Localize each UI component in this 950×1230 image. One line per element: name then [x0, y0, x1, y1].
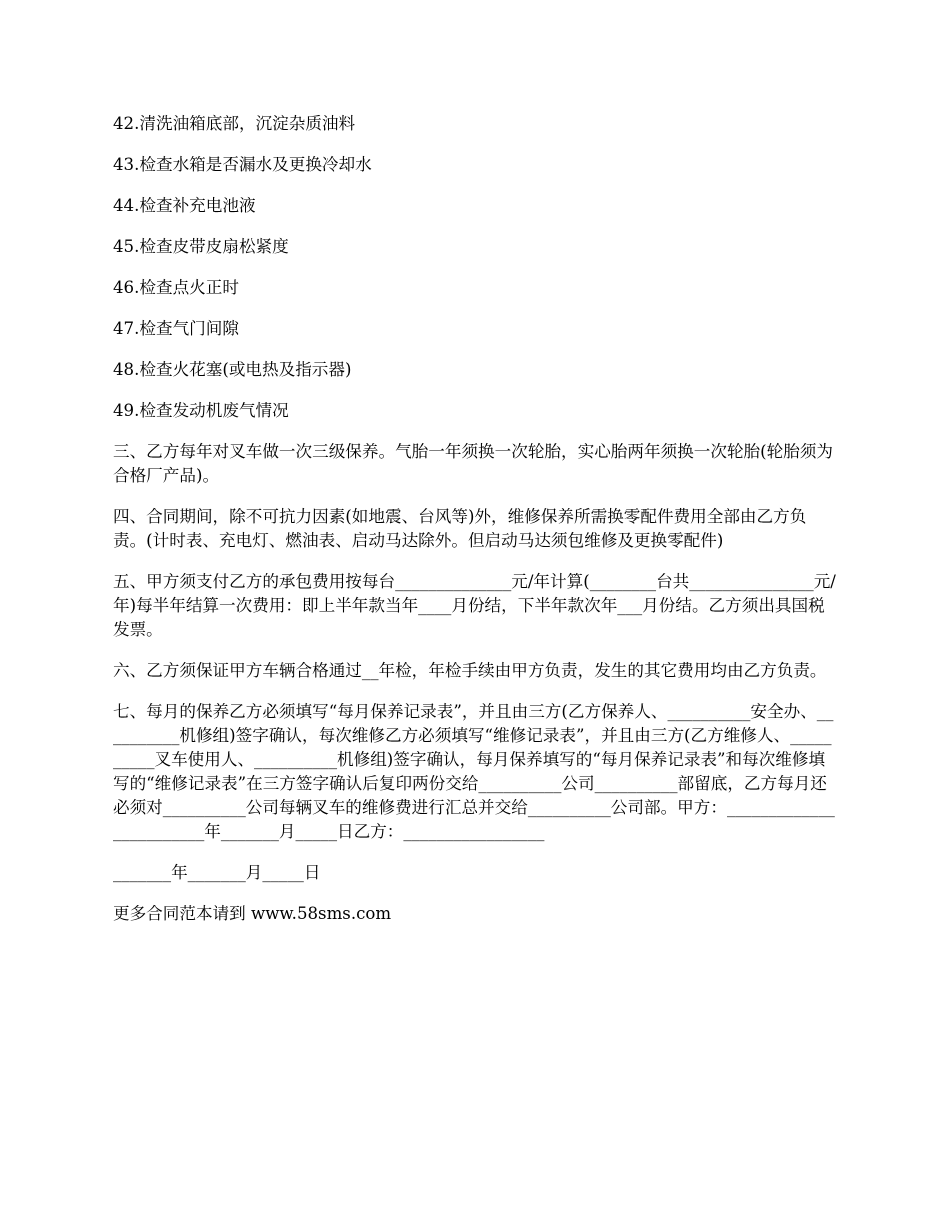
clause-5-payment: 五、甲方须支付乙方的承包费用按每台______________元/年计算(________台共_______________元/年)每半年结算一次费用：即上半年款当年____月份结，下半年款次年___月份结。乙方须出具国税发票。: [113, 572, 836, 639]
item-48-spark-plug: 48.检查火花塞(或电热及指示器): [113, 360, 352, 379]
item-49-exhaust: 49.检查发动机废气情况: [113, 401, 289, 420]
signature-date-line: _______年_______月_____日: [113, 863, 321, 882]
item-42-clean-tank: 42.清洗油箱底部，沉淀杂质油料: [113, 114, 356, 133]
item-47-valve-clearance: 47.检查气门间隙: [113, 319, 239, 338]
clause-4-parts-costs: 四、合同期间，除不可抗力因素(如地震、台风等)外，维修保养所需换零配件费用全部由乙方负责。(计时表、充电灯、燃油表、启动马达除外。但启动马达须包维修及更换零配件): [113, 507, 807, 550]
item-46-ignition-timing: 46.检查点火正时: [113, 278, 239, 297]
document-body: [113, 112, 839, 943]
footer-more-templates: 更多合同范本请到 www.58sms.com: [113, 904, 392, 923]
clause-3-tyres: 三、乙方每年对叉车做一次三级保养。气胎一年须换一次轮胎，实心胎两年须换一次轮胎(轮胎须为合格厂产品)。: [113, 442, 834, 485]
item-43-check-radiator: 43.检查水箱是否漏水及更换冷却水: [113, 155, 372, 174]
item-45-belt-tension: 45.检查皮带皮扇松紧度: [113, 237, 289, 256]
item-44-battery-fluid: 44.检查补充电池液: [113, 196, 256, 215]
clause-7-records: 七、每月的保养乙方必须填写“每月保养记录表”，并且由三方(乙方保养人、__________安全办、__________机修组)签字确认，每次维修乙方必须填写“维修记录表”，并且由三方(乙方维修人、__________叉车使用人、__________机修组)签字确认，每月保养填写的“每月保养记录表”和每次维修填写的“维修记录表”在三方签字确认后复印两份交给__________公司__________部留底，乙方每月还必须对__________公司每辆叉车的维修费进行汇总并交给__________公司部。甲方：________________________年_______月_____日乙方：_________________: [113, 702, 835, 841]
clause-6-inspection: 六、乙方须保证甲方车辆合格通过__年检，年检手续由甲方负责，发生的其它费用均由乙方负责。: [113, 661, 827, 680]
